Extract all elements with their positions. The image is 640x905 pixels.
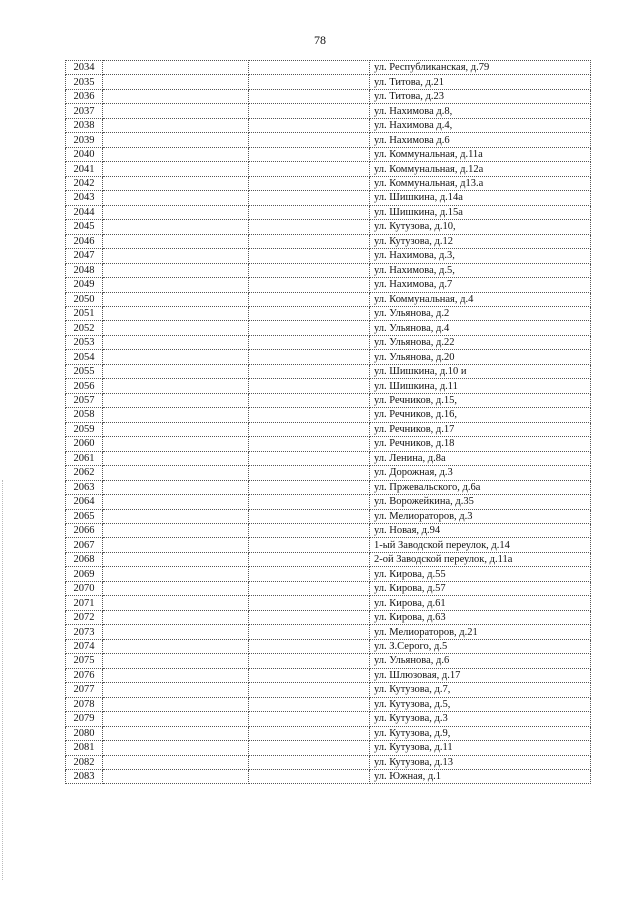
table-row [66,364,591,378]
empty-cell [103,364,249,378]
table-row [66,437,591,451]
row-number-cell: 2061 [66,451,103,465]
empty-cell [103,104,249,118]
address-cell: ул. Мелиораторов, д.21 [370,625,591,639]
empty-cell [103,610,249,624]
row-number-cell: 2051 [66,306,103,320]
address-cell: ул. Кутузова, д.10, [370,220,591,234]
empty-cell [103,61,249,75]
address-cell: ул. Речников, д.17 [370,422,591,436]
address-table [65,60,591,784]
empty-cell [249,75,370,89]
table-row [66,451,591,465]
address-cell: ул. Коммунальная, д.11а [370,147,591,161]
empty-cell [103,524,249,538]
row-number-cell: 2058 [66,408,103,422]
empty-cell [103,755,249,769]
row-number-cell: 2048 [66,263,103,277]
address-cell: ул. Новая, д.94 [370,524,591,538]
empty-cell [249,524,370,538]
row-number-cell: 2044 [66,205,103,219]
empty-cell [249,509,370,523]
empty-cell [249,596,370,610]
table-row [66,234,591,248]
row-number-cell: 2077 [66,683,103,697]
empty-cell [103,480,249,494]
empty-cell [103,278,249,292]
address-cell: ул. Коммунальная, д.4 [370,292,591,306]
table-row [66,162,591,176]
address-cell: ул. Кутузова, д.9, [370,726,591,740]
empty-cell [249,697,370,711]
table-row [66,466,591,480]
empty-cell [103,625,249,639]
empty-cell [249,654,370,668]
empty-cell [103,75,249,89]
empty-cell [249,538,370,552]
address-cell: ул. Титова, д.21 [370,75,591,89]
empty-cell [103,741,249,755]
address-cell: ул. Ульянова, д.6 [370,654,591,668]
empty-cell [103,220,249,234]
address-cell: ул. Коммунальная, д13.а [370,176,591,190]
empty-cell [103,769,249,783]
table-row [66,654,591,668]
address-cell: ул. Кутузова, д.12 [370,234,591,248]
row-number-cell: 2064 [66,495,103,509]
row-number-cell: 2039 [66,133,103,147]
row-number-cell: 2068 [66,552,103,566]
empty-cell [249,306,370,320]
address-cell: ул. Республиканская, д.79 [370,61,591,75]
address-cell: ул. Мелиораторов, д.3 [370,509,591,523]
row-number-cell: 2057 [66,393,103,407]
empty-cell [103,379,249,393]
table-row [66,567,591,581]
empty-cell [249,234,370,248]
address-cell: ул. Кутузова, д.13 [370,755,591,769]
row-number-cell: 2038 [66,118,103,132]
row-number-cell: 2035 [66,75,103,89]
empty-cell [249,437,370,451]
empty-cell [103,306,249,320]
empty-cell [249,625,370,639]
row-number-cell: 2060 [66,437,103,451]
empty-cell [103,697,249,711]
empty-cell [249,364,370,378]
table-row [66,697,591,711]
row-number-cell: 2047 [66,249,103,263]
address-cell: ул. Шишкина, д.11 [370,379,591,393]
row-number-cell: 2052 [66,321,103,335]
address-cell: ул. Шлюзовая, д.17 [370,668,591,682]
empty-cell [249,495,370,509]
empty-cell [103,596,249,610]
empty-cell [249,292,370,306]
empty-cell [249,220,370,234]
empty-cell [103,639,249,653]
empty-cell [103,422,249,436]
row-number-cell: 2063 [66,480,103,494]
address-cell: ул. Нахимова д.6 [370,133,591,147]
address-cell: ул. Кирова, д.63 [370,610,591,624]
empty-cell [103,205,249,219]
empty-cell [103,451,249,465]
empty-cell [103,234,249,248]
table-row [66,639,591,653]
address-cell: ул. Коммунальная, д.12а [370,162,591,176]
table-row [66,379,591,393]
empty-cell [249,350,370,364]
address-cell: ул. Речников, д.18 [370,437,591,451]
empty-cell [249,552,370,566]
row-number-cell: 2050 [66,292,103,306]
address-cell: ул. Ульянова, д.20 [370,350,591,364]
row-number-cell: 2049 [66,278,103,292]
table-row [66,552,591,566]
table-row [66,220,591,234]
row-number-cell: 2045 [66,220,103,234]
empty-cell [103,118,249,132]
address-cell: ул. Ворожейкина, д.35 [370,495,591,509]
address-cell: ул. Речников, д.16, [370,408,591,422]
empty-cell [249,263,370,277]
table-row [66,176,591,190]
row-number-cell: 2075 [66,654,103,668]
table-row [66,596,591,610]
empty-cell [103,249,249,263]
table-row [66,741,591,755]
row-number-cell: 2053 [66,335,103,349]
empty-cell [249,104,370,118]
empty-cell [249,683,370,697]
empty-cell [249,393,370,407]
empty-cell [103,495,249,509]
empty-cell [103,335,249,349]
table-row [66,89,591,103]
row-number-cell: 2070 [66,581,103,595]
row-number-cell: 2056 [66,379,103,393]
empty-cell [249,755,370,769]
empty-cell [249,581,370,595]
empty-cell [249,480,370,494]
address-cell: ул. Шишкина, д.15а [370,205,591,219]
table-row [66,422,591,436]
row-number-cell: 2072 [66,610,103,624]
address-cell: ул. Нахимова, д.5, [370,263,591,277]
empty-cell [103,292,249,306]
row-number-cell: 2066 [66,524,103,538]
row-number-cell: 2076 [66,668,103,682]
empty-cell [249,162,370,176]
empty-cell [103,509,249,523]
page-number: 78 [314,33,326,47]
row-number-cell: 2036 [66,89,103,103]
table-row [66,769,591,783]
table-row [66,393,591,407]
table-row [66,408,591,422]
row-number-cell: 2071 [66,596,103,610]
empty-cell [249,335,370,349]
row-number-cell: 2067 [66,538,103,552]
empty-cell [249,726,370,740]
empty-cell [103,393,249,407]
table-row [66,495,591,509]
table-row [66,335,591,349]
empty-cell [103,350,249,364]
empty-cell [249,191,370,205]
table-row [66,625,591,639]
empty-cell [249,89,370,103]
row-number-cell: 2069 [66,567,103,581]
table-row [66,480,591,494]
empty-cell [103,654,249,668]
address-cell: ул. Ульянова, д.22 [370,335,591,349]
empty-cell [249,147,370,161]
empty-cell [249,422,370,436]
address-cell: ул. Кутузова, д.5, [370,697,591,711]
empty-cell [103,176,249,190]
empty-cell [249,61,370,75]
table-row [66,524,591,538]
address-cell: ул. Южная, д.1 [370,769,591,783]
table-row [66,668,591,682]
empty-cell [249,133,370,147]
empty-cell [103,437,249,451]
table-row [66,509,591,523]
table-row [66,61,591,75]
address-cell: ул. Ленина, д.8а [370,451,591,465]
empty-cell [249,118,370,132]
address-cell: ул. Нахимова, д.7 [370,278,591,292]
table-row [66,610,591,624]
table-row [66,581,591,595]
empty-cell [103,726,249,740]
address-cell: ул. Речников, д.15, [370,393,591,407]
row-number-cell: 2055 [66,364,103,378]
empty-cell [249,741,370,755]
table-row [66,249,591,263]
empty-cell [249,451,370,465]
table-row [66,147,591,161]
address-cell: ул. Кирова, д.57 [370,581,591,595]
scan-edge-line [2,480,5,880]
empty-cell [103,89,249,103]
empty-cell [249,408,370,422]
empty-cell [103,263,249,277]
row-number-cell: 2046 [66,234,103,248]
table-row [66,755,591,769]
empty-cell [103,567,249,581]
empty-cell [103,133,249,147]
empty-cell [249,205,370,219]
empty-cell [249,278,370,292]
address-cell: ул. Кутузова, д.7, [370,683,591,697]
address-cell: ул. Титова, д.23 [370,89,591,103]
table-row [66,133,591,147]
table-row [66,278,591,292]
address-cell: ул. З.Серого, д.5 [370,639,591,653]
empty-cell [249,567,370,581]
row-number-cell: 2037 [66,104,103,118]
table-row [66,306,591,320]
address-cell: ул. Нахимова, д.3, [370,249,591,263]
address-cell: 2-ой Заводской переулок, д.11а [370,552,591,566]
address-cell: ул. Нахимова д.8, [370,104,591,118]
table-row [66,321,591,335]
empty-cell [249,176,370,190]
address-cell: ул. Кирова, д.61 [370,596,591,610]
empty-cell [103,712,249,726]
empty-cell [249,639,370,653]
row-number-cell: 2074 [66,639,103,653]
address-cell: ул. Дорожная, д.3 [370,466,591,480]
empty-cell [249,712,370,726]
table-row [66,191,591,205]
table-row [66,538,591,552]
row-number-cell: 2082 [66,755,103,769]
table-row [66,292,591,306]
empty-cell [249,249,370,263]
table-row [66,712,591,726]
row-number-cell: 2042 [66,176,103,190]
table-row [66,683,591,697]
address-cell: ул. Шишкина, д.14а [370,191,591,205]
row-number-cell: 2083 [66,769,103,783]
table-row [66,726,591,740]
empty-cell [103,581,249,595]
empty-cell [249,379,370,393]
row-number-cell: 2079 [66,712,103,726]
table-row [66,118,591,132]
empty-cell [249,769,370,783]
row-number-cell: 2062 [66,466,103,480]
table-row [66,104,591,118]
row-number-cell: 2078 [66,697,103,711]
row-number-cell: 2073 [66,625,103,639]
empty-cell [103,466,249,480]
empty-cell [103,552,249,566]
address-cell: 1-ый Заводской переулок, д.14 [370,538,591,552]
row-number-cell: 2081 [66,741,103,755]
empty-cell [103,147,249,161]
table-row [66,350,591,364]
empty-cell [103,408,249,422]
row-number-cell: 2040 [66,147,103,161]
empty-cell [249,668,370,682]
address-cell: ул. Кирова, д.55 [370,567,591,581]
empty-cell [103,683,249,697]
row-number-cell: 2080 [66,726,103,740]
row-number-cell: 2043 [66,191,103,205]
address-cell: ул. Ульянова, д.4 [370,321,591,335]
address-cell: ул. Нахимова д.4, [370,118,591,132]
address-cell: ул. Пржевальского, д.6а [370,480,591,494]
empty-cell [249,610,370,624]
empty-cell [103,191,249,205]
address-cell: ул. Кутузова, д.3 [370,712,591,726]
empty-cell [249,321,370,335]
empty-cell [103,668,249,682]
empty-cell [249,466,370,480]
row-number-cell: 2034 [66,61,103,75]
address-cell: ул. Ульянова, д.2 [370,306,591,320]
empty-cell [103,321,249,335]
empty-cell [103,538,249,552]
address-cell: ул. Кутузова, д.11 [370,741,591,755]
row-number-cell: 2065 [66,509,103,523]
row-number-cell: 2041 [66,162,103,176]
table-row [66,205,591,219]
address-cell: ул. Шишкина, д.10 и [370,364,591,378]
row-number-cell: 2054 [66,350,103,364]
table-row [66,263,591,277]
empty-cell [103,162,249,176]
address-table-body [66,61,591,784]
row-number-cell: 2059 [66,422,103,436]
table-row [66,75,591,89]
